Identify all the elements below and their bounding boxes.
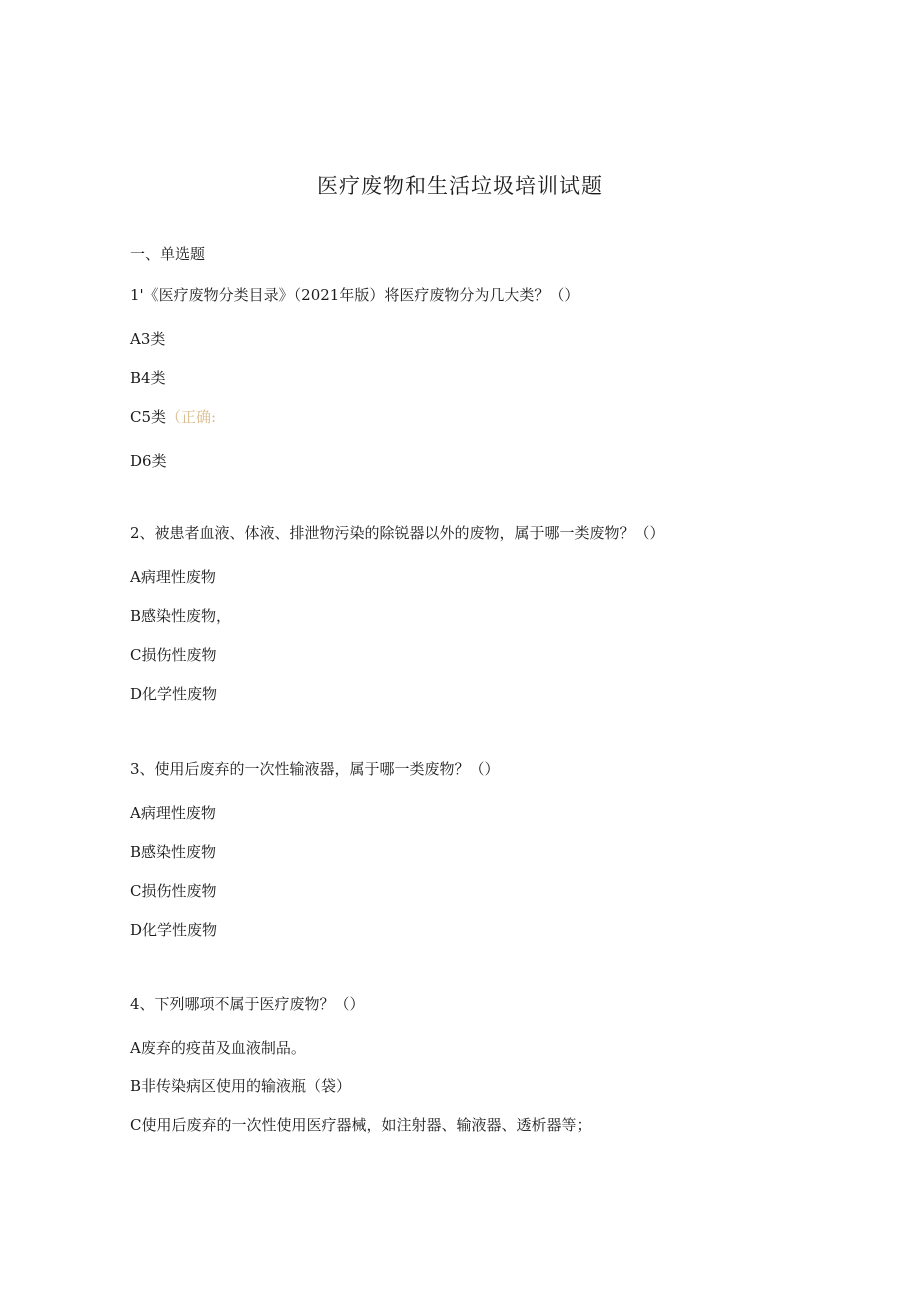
question-3-stem: 3、使用后废弃的一次性输液器，属于哪一类废物？（） bbox=[130, 760, 500, 778]
question-2-option-d: D化学性废物 bbox=[130, 685, 218, 703]
question-2-stem: 2、被患者血液、体液、排泄物污染的除锐器以外的废物，属于哪一类废物？（） bbox=[130, 524, 665, 542]
question-3-option-b: B感染性废物 bbox=[130, 843, 217, 861]
question-2-option-c: C损伤性废物 bbox=[130, 646, 217, 664]
question-4-option-b: B非传染病区使用的输液瓶（袋） bbox=[130, 1077, 352, 1095]
correct-answer-hint: （正确: bbox=[166, 408, 217, 426]
question-4-option-c: C使用后废弃的一次性使用医疗器械，如注射器、输液器、透析器等； bbox=[130, 1116, 592, 1134]
section-heading: 一、单选题 bbox=[130, 245, 206, 263]
question-1-option-b: B4类 bbox=[130, 369, 166, 387]
question-4-stem: 4、下列哪项不属于医疗废物？（） bbox=[130, 995, 365, 1013]
document-title: 医疗废物和生活垃圾培训试题 bbox=[317, 174, 603, 198]
question-4-option-a: A废弃的疫苗及血液制品。 bbox=[130, 1039, 306, 1057]
question-1-option-c-label: C5类 bbox=[130, 408, 167, 426]
question-1-stem: 1'《医疗废物分类目录》（2021年版）将医疗废物分为几大类？（） bbox=[130, 286, 580, 304]
question-2-option-a: A病理性废物 bbox=[130, 568, 216, 586]
question-1-option-d: D6类 bbox=[130, 452, 167, 470]
question-1-option-a: A3类 bbox=[130, 330, 166, 348]
question-3-option-c: C损伤性废物 bbox=[130, 882, 217, 900]
question-2-option-b: B感染性废物， bbox=[130, 607, 232, 625]
question-3-option-d: D化学性废物 bbox=[130, 921, 218, 939]
question-3-option-a: A病理性废物 bbox=[130, 804, 216, 822]
question-1-option-c bbox=[130, 407, 216, 427]
